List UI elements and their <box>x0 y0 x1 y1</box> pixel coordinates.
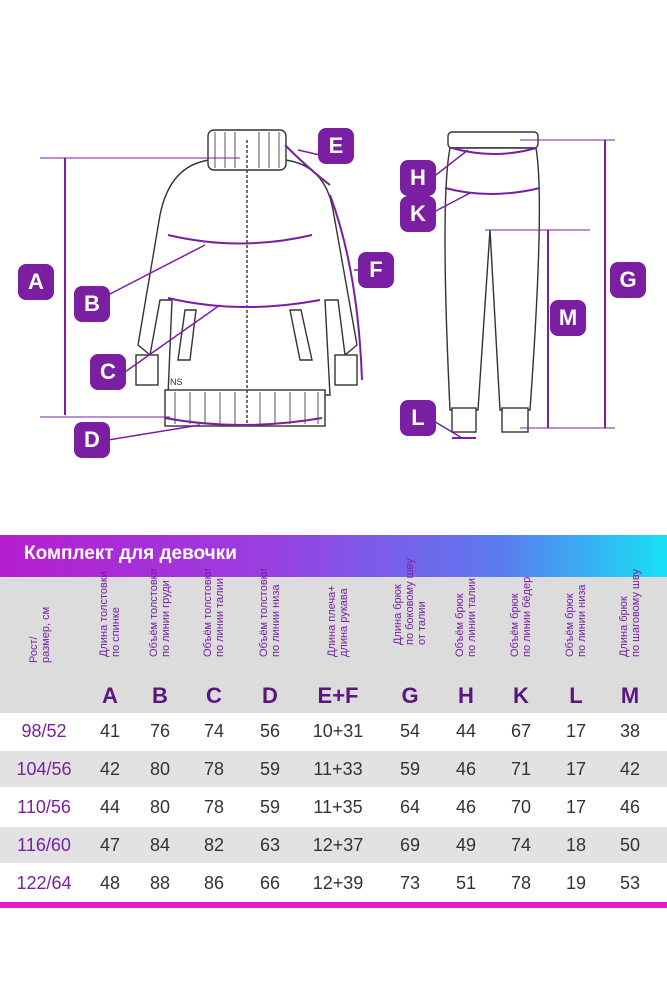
svg-text:NS: NS <box>170 377 183 387</box>
value-cell: 64 <box>399 797 421 817</box>
value-cell: 44 <box>455 721 477 741</box>
value-cell: 12+37 <box>312 835 364 855</box>
value-cell: 10+31 <box>312 721 364 741</box>
value-cell: 50 <box>619 835 641 855</box>
column-letter: D <box>262 683 278 708</box>
column-letter: C <box>206 683 222 708</box>
value-cell: 66 <box>259 873 281 893</box>
label-h: H <box>400 160 436 196</box>
table-header <box>0 558 667 713</box>
value-cell: 49 <box>455 835 477 855</box>
value-cell: 11+33 <box>313 759 363 779</box>
table-row <box>0 865 667 901</box>
value-cell: 44 <box>99 797 121 817</box>
column-letter: G <box>401 683 419 708</box>
size-cell: 110/56 <box>17 797 71 817</box>
column-header-6 <box>382 558 438 713</box>
value-cell: 56 <box>259 721 281 741</box>
column-header-2 <box>132 568 188 713</box>
column-letter: E+F <box>317 683 359 708</box>
column-header-8 <box>493 577 549 713</box>
column-description: Длина брюк по боковому шву от талии <box>392 558 428 645</box>
label-g: G <box>610 262 646 298</box>
value-cell: 51 <box>455 873 477 893</box>
label-m: M <box>550 300 586 336</box>
column-letter: H <box>458 683 474 708</box>
size-header-text: Рост/ размер, см <box>28 606 52 663</box>
pants-sketch <box>445 132 539 432</box>
column-header-5 <box>310 577 366 713</box>
column-description: Объём толстовки по линии талии <box>202 568 226 657</box>
value-cell: 11+35 <box>313 797 363 817</box>
column-description: Длина плеча+ длина рукава <box>326 585 350 657</box>
value-cell: 46 <box>619 797 641 817</box>
column-letter: M <box>620 683 640 708</box>
table-row <box>0 827 667 863</box>
value-cell: 80 <box>149 759 171 779</box>
size-cell: 98/52 <box>21 721 67 741</box>
size-cell: 104/56 <box>16 759 72 779</box>
size-column-header <box>10 577 70 713</box>
value-cell: 42 <box>99 759 121 779</box>
value-cell: 47 <box>99 835 121 855</box>
value-cell: 42 <box>619 759 641 779</box>
table-title: Комплект для девочки <box>24 543 237 564</box>
value-cell: 38 <box>619 721 641 741</box>
column-letter: K <box>513 683 529 708</box>
value-cell: 71 <box>510 759 532 779</box>
label-d: D <box>74 422 110 458</box>
value-cell: 54 <box>399 721 421 741</box>
column-header-3 <box>186 568 242 713</box>
table-row <box>0 713 667 749</box>
column-description: Объём толстовки по линии низа <box>258 568 282 657</box>
value-cell: 74 <box>510 835 532 855</box>
value-cell: 59 <box>259 759 281 779</box>
label-b: B <box>74 286 110 322</box>
column-header-7 <box>438 577 494 713</box>
size-cell: 116/60 <box>17 835 71 855</box>
value-cell: 67 <box>510 721 532 741</box>
value-cell: 78 <box>203 797 225 817</box>
value-cell: 73 <box>399 873 421 893</box>
label-a: A <box>18 264 54 300</box>
value-cell: 70 <box>510 797 532 817</box>
value-cell: 18 <box>565 835 587 855</box>
value-cell: 78 <box>203 759 225 779</box>
value-cell: 78 <box>510 873 532 893</box>
label-c: C <box>90 354 126 390</box>
column-header-4 <box>242 568 298 713</box>
column-header-10 <box>602 569 658 713</box>
value-cell: 46 <box>455 759 477 779</box>
value-cell: 59 <box>259 797 281 817</box>
bottom-accent-line <box>0 902 667 908</box>
column-header-9 <box>548 577 604 713</box>
table-row <box>0 751 667 787</box>
size-cell: 122/64 <box>16 873 72 893</box>
value-cell: 63 <box>259 835 281 855</box>
value-cell: 82 <box>203 835 225 855</box>
column-letter: B <box>152 683 168 708</box>
value-cell: 48 <box>99 873 121 893</box>
value-cell: 88 <box>149 873 171 893</box>
column-description: Объём брюк по линии низа <box>564 584 588 657</box>
value-cell: 46 <box>455 797 477 817</box>
value-cell: 76 <box>149 721 171 741</box>
value-cell: 69 <box>399 835 421 855</box>
column-letter: A <box>102 683 118 708</box>
label-f: F <box>358 252 394 288</box>
value-cell: 53 <box>619 873 641 893</box>
value-cell: 84 <box>149 835 171 855</box>
column-description: Объём брюк по линии бёдер <box>509 576 533 657</box>
value-cell: 17 <box>565 797 587 817</box>
value-cell: 17 <box>565 759 587 779</box>
column-description: Объём брюк по линии талии <box>454 578 478 657</box>
value-cell: 19 <box>565 873 587 893</box>
value-cell: 59 <box>399 759 421 779</box>
column-letter: L <box>569 683 583 708</box>
column-header-1 <box>82 571 138 713</box>
label-k: K <box>400 196 436 232</box>
column-description: Длина толстовки по спинке <box>98 571 122 657</box>
label-l: L <box>400 400 436 436</box>
label-e: E <box>318 128 354 164</box>
value-cell: 74 <box>203 721 225 741</box>
column-description: Длина брюк по шаговому шву <box>618 569 642 657</box>
table-row <box>0 789 667 825</box>
value-cell: 17 <box>565 721 587 741</box>
value-cell: 80 <box>149 797 171 817</box>
column-description: Объём толстовки по линии груди <box>148 568 172 657</box>
value-cell: 86 <box>203 873 225 893</box>
value-cell: 41 <box>99 721 121 741</box>
value-cell: 12+39 <box>312 873 364 893</box>
